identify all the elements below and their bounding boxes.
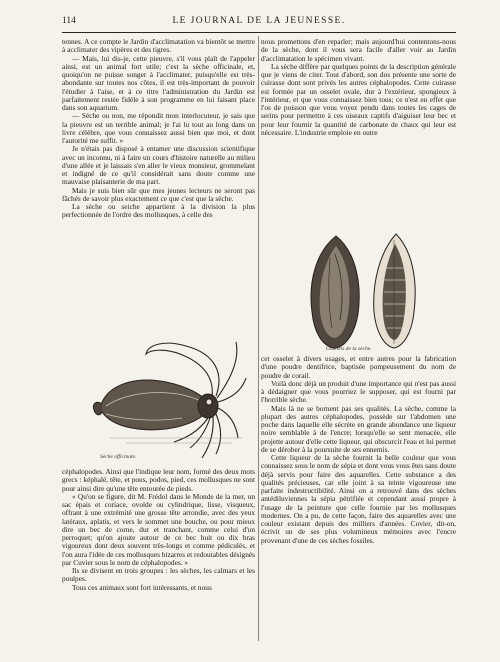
paragraph: cet osselet à divers usages, et entre autres pour la fabrication d'une poudre dentifrice, baptisée pompeusement du nom de poudre de corail. (261, 355, 456, 380)
paragraph: — Mais, lui dis-je, cette pieuvre, s'il vous plaît de l'appeler ainsi, est un animal fort utile; c'est la sèche officinale, et, quoiqu'on ne puisse songer à l'acclimater, puisqu'elle est très-abondante sur toutes nos côtes, il est très-important de pouvoir l'étudier à l'aise, et à ce titre l'administration du Jardin est parfaitement restée fidèle à son programme en lui faisant place dans son aquarium. (62, 53, 255, 112)
squid-caption: Sèche officinale. (100, 454, 137, 460)
squid-drawing (66, 320, 252, 465)
paragraph: Tous ces animaux sont fort intéressants, et nous (72, 582, 212, 592)
paragraph: Mais là ne se bornent pas ses qualités. La sèche, comme la plupart des autres céphalopodes, possède sur l'abdomen une poche dans laquelle elle sécrète en grande abondance une liqueur noire semblable à de l'encre; lorsqu'elle se sent menacée, elle projette autour d'elle cette liqueur, qui obscurcit l'eau et lui permet de se dérober à la poursuite de ses ennemis. (261, 403, 456, 454)
cuttlebone-right (374, 234, 416, 348)
paragraph: — Sèche ou non, me répondit mon interlocuteur, je sais que la pieuvre est un terrible animal; je l'ai lu tout au long dans un livre célèbre, que vous connaissez aussi bien que moi, et dont l'autorité me suffit. » (62, 111, 255, 145)
paragraph: Voilà donc déjà un produit d'une importance qui n'est pas aussi à dédaigner que vous pourriez le supposer, qui est fourni par l'horrible sèche. (261, 378, 456, 405)
page-number: 114 (62, 16, 76, 26)
paragraph: « Qu'on se figure, dit M. Frédol dans le Monde de la mer, un sac épais et coriace, ovoïde ou cylindrique, lisse, visqueux, offrant à une extrémité une grosse tête arrondie, avec des yeux latéraux, aplatis, et vers le sommet une bouche, ou pour mieux dire un bec de corne, dur et tranchant, comme celui d'un perroquet; qu'on ajoute autour de ce bec huit ou dix bras vigoureux dont deux souvent très-longs et comme pédiculés, et l'on aura l'idée de ces mollusques bizarres et redoutables désignés par Cuvier sous le nom de céphalopodes. » (62, 491, 255, 567)
page-header (62, 16, 456, 32)
squid-illustration (66, 320, 252, 465)
cuttlebone-left (311, 236, 359, 348)
right-column-top (261, 38, 456, 226)
squid-mantle (100, 380, 212, 430)
paragraph: La sèche ou seiche appartient à la division la plus perfectionnée de l'ordre des mollusques, à celle des (62, 202, 255, 220)
left-column-bottom (62, 468, 255, 638)
cuttlebone-drawing (278, 228, 448, 356)
paragraph: céphalopodes. Ainsi que l'indique leur nom, formé des deux mots grecs : képhalé, tête, et pous, podos, pied, ces mollusques ne sont pour ainsi dire qu'une tête entourée de pieds. (62, 468, 255, 493)
squid-eye (206, 399, 212, 405)
right-column-bottom (261, 355, 456, 638)
paragraph: tennes. A ce compte le Jardin d'acclimatation va bientôt se mettre à acclimater des vipères et des tigres. (62, 38, 255, 55)
paragraph: Mais je suis bien sûr que mes jeunes lecteurs ne seront pas fâchés de savoir plus exactement ce que c'est que la sèche. (62, 185, 255, 203)
paragraph: Je n'étais pas disposé à entamer une discussion scientifique avec un inconnu, ni à faire un cours d'histoire naturelle au milieu d'une allée et je laissais s'en aller le vieux monsieur, grommelant et indigné de ce qu'il considérait sans doute comme une mauvaise plaisanterie de ma part. (62, 144, 255, 187)
journal-title: LE JOURNAL DE LA JEUNESSE. (172, 16, 346, 26)
paragraph: La sèche diffère par quelques points de la description générale que je viens de citer. Tout d'abord, son dos présente une sorte de cuirasse dont sont privés les autres céphalopodes. Cette cuirasse est formée par un osselet ovale, dur à l'extérieur, spongieux à l'intérieur, et que vous connaissez bien tous; ce n'est en effet que l'os de poisson que vous voyez pendu dans toutes les cages de serins pour permettre à ces oiseaux captifs d'aiguiser leur bec et pour leur fournir la quantité de carbonate de chaux qui leur est nécessaire. L'industrie emploie en outre (261, 61, 456, 137)
squid-head (198, 394, 218, 418)
paragraph: nous promettons d'en reparler; mais aujourd'hui contentons-nous de la sèche, dont il vous sera facile d'aller voir au Jardin d'acclimatation le spécimen vivant. (261, 38, 456, 63)
paragraph: Cette liqueur de la sèche fournit la belle couleur que vous connaissez sous le nom de sépia et dont vous vous êtes sans doute déjà servis pour faire des aquarelles. Cette substance a des qualités précieuses, car elle joint à sa teinte vigoureuse une parfaite indestructibilité. Ainsi on a retrouvé dans des sèches antédiluviennes la sépia pétrifiée et cependant aussi propre à l'usage de la peinture que celle fournie par les mollusques modernes. On a pu, de cette façon, faire des aquarelles avec une couleur existant depuis des milliers d'années. Cuvier, dit-on, écrivit un de ses plus volumineux mémoires avec l'encre provenant d'une de ces sèches fossiles. (261, 453, 456, 545)
cuttlebone-caption: Osselets de la sèche. (326, 346, 372, 352)
column-divider (258, 36, 259, 641)
paragraph: Ils se divisent en trois groupes : les sèches, les calmars et les poulpes. (62, 566, 255, 584)
left-column-top (62, 38, 255, 333)
header-rule (62, 32, 456, 33)
cuttlebone-illustration (278, 228, 448, 356)
